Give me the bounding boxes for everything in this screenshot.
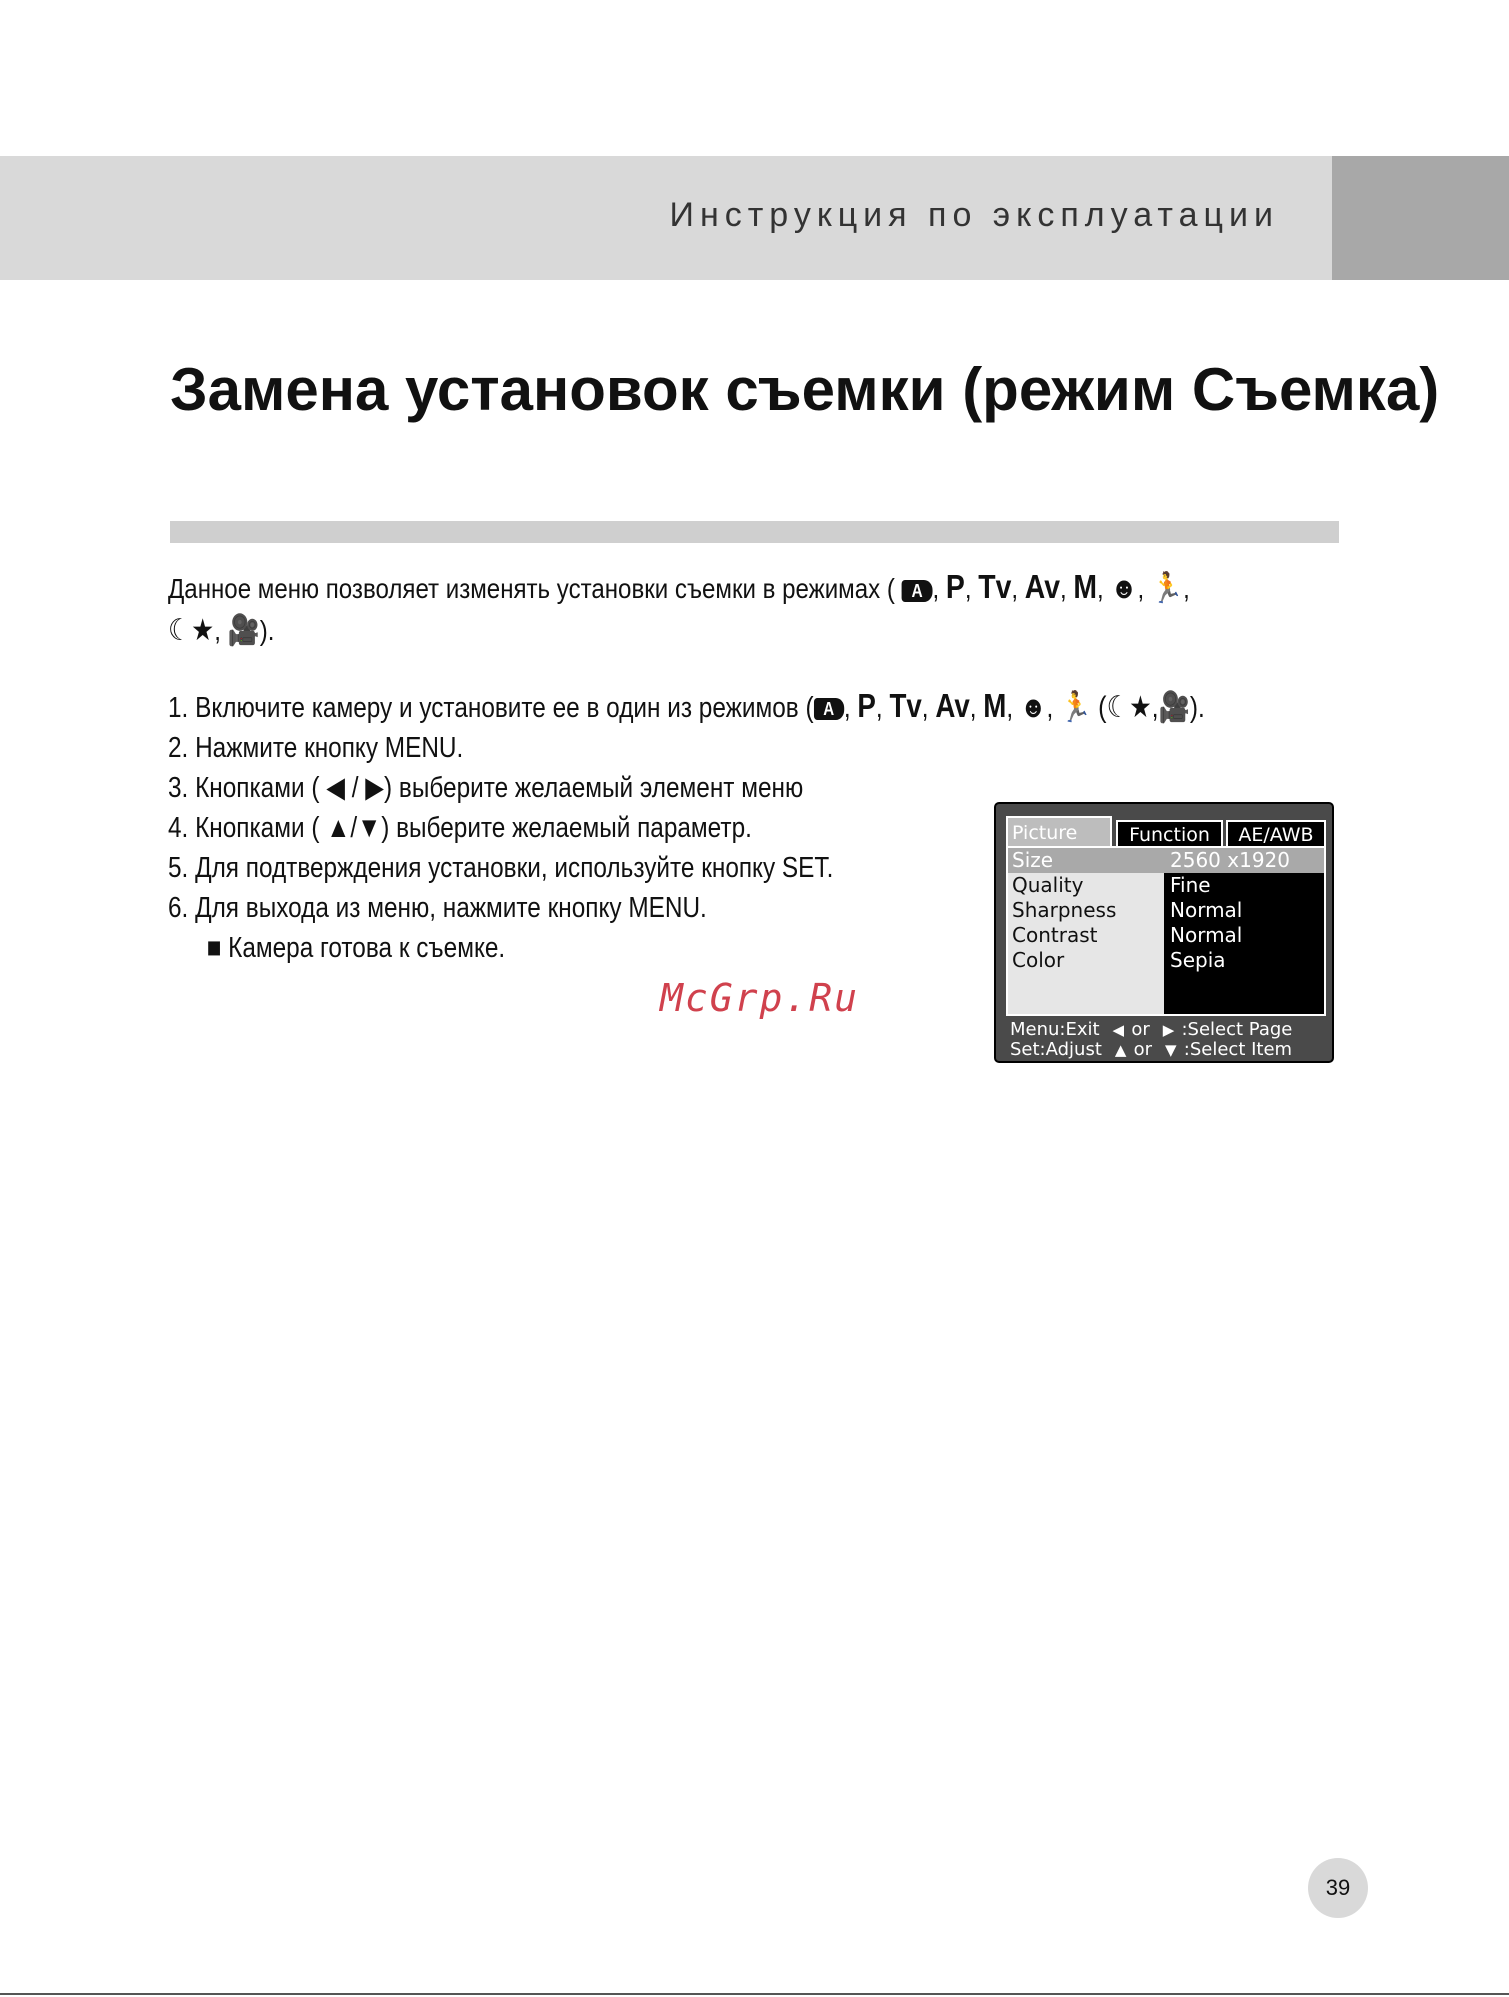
footer-select-item: :Select Item	[1183, 1039, 1293, 1060]
arrow-left-icon: ◀	[1112, 1021, 1125, 1039]
tv-mode-label: Tv	[978, 568, 1012, 605]
tab-picture[interactable]: Picture	[1006, 816, 1112, 846]
bottom-rule	[0, 1993, 1509, 1995]
tab-ae-awb[interactable]: AE/AWB	[1226, 820, 1326, 846]
arrow-up-icon: ▲	[326, 812, 351, 844]
menu-row-sharpness[interactable]	[1008, 898, 1324, 923]
tab-function[interactable]: Function	[1116, 820, 1223, 846]
step-2: 2. Нажмите кнопку MENU.	[168, 732, 464, 764]
menu-row-size[interactable]	[1008, 848, 1324, 873]
step-3: 3. Кнопками ( ◀ / ▶) выберите желаемый элемент меню	[168, 772, 804, 804]
footer-set-adjust: Set:Adjust	[1010, 1039, 1102, 1060]
step-3-text: 3. Кнопками (	[168, 772, 320, 804]
menu-row-value: 2560 x1920	[1170, 848, 1290, 872]
arrow-right-icon: ▶	[1162, 1021, 1175, 1039]
menu-row-contrast[interactable]	[1008, 923, 1324, 948]
sports-mode-icon: 🏃	[1150, 572, 1184, 605]
footer-select-page: :Select Page	[1181, 1019, 1293, 1040]
page-title-text: Замена установок съемки (режим Съемка)	[170, 356, 1440, 423]
menu-row-label: Quality	[1012, 873, 1084, 897]
arrow-up-icon: ▲	[1114, 1041, 1127, 1059]
auto-mode-icon: A	[902, 580, 933, 602]
night-mode-icon: (☾★	[1098, 691, 1152, 724]
menu-row-value: Normal	[1170, 923, 1243, 947]
footer-or: or	[1131, 1019, 1150, 1040]
intro-paragraph: Данное меню позволяет изменять установки съемки в режимах ( A , P, Tv, Av, M, ☻, 🏃, ☾★, 🎥).	[168, 568, 1190, 647]
step-4-text: 4. Кнопками (	[168, 812, 320, 844]
intro-close: ).	[259, 615, 275, 646]
av-mode-label: Av	[1024, 568, 1060, 605]
movie-mode-icon: 🎥	[227, 614, 260, 647]
header-title: Инструкция по эксплуатации	[669, 196, 1279, 234]
tv-mode-label: Tv	[889, 687, 922, 724]
page-number: 39	[1308, 1858, 1368, 1918]
square-bullet-icon: ■	[206, 932, 222, 964]
portrait-mode-icon: ☻	[1110, 572, 1138, 605]
menu-footer-line-2	[1010, 1040, 1292, 1060]
menu-row-value: Sepia	[1170, 948, 1226, 972]
page-title	[170, 348, 1439, 432]
footer-menu-exit: Menu:Exit	[1010, 1019, 1100, 1040]
movie-mode-icon: 🎥	[1158, 691, 1190, 724]
menu-row-label: Size	[1012, 848, 1054, 872]
title-rule	[170, 521, 1339, 543]
ready-note-text: Камера готова к съемке.	[228, 932, 506, 964]
intro-text: Данное меню позволяет изменять установки съемки в режимах (	[168, 573, 895, 604]
p-mode-label: P	[945, 568, 965, 605]
menu-row-quality[interactable]	[1008, 873, 1324, 898]
auto-mode-icon: A	[814, 698, 844, 720]
footer-or: or	[1133, 1039, 1153, 1060]
camera-menu-screen	[994, 802, 1334, 1063]
arrow-right-icon: ▶	[365, 772, 385, 804]
menu-row-value: Normal	[1170, 898, 1243, 922]
arrow-down-icon: ▼	[1165, 1041, 1177, 1059]
menu-row-color[interactable]	[1008, 948, 1324, 973]
step-3-text-end: ) выберите желаемый элемент меню	[384, 772, 804, 804]
step-1: 1. Включите камеру и установите ее в один из режимов ( A , P, Tv, Av, M, ☻, 🏃 (☾★,🎥).	[168, 687, 1205, 724]
p-mode-label: P	[857, 687, 876, 724]
menu-row-label: Contrast	[1012, 923, 1098, 947]
m-mode-label: M	[1073, 568, 1098, 605]
av-mode-label: Av	[935, 687, 970, 724]
menu-panel	[1006, 846, 1326, 1016]
m-mode-label: M	[983, 687, 1007, 724]
step-6: 6. Для выхода из меню, нажмите кнопку MENU.	[168, 892, 707, 924]
step-1-text: 1. Включите камеру и установите ее в один из режимов (	[168, 692, 814, 724]
arrow-down-icon: ▼	[357, 812, 382, 844]
menu-row-value: Fine	[1170, 873, 1211, 897]
watermark: McGrp.Ru	[660, 976, 860, 1020]
portrait-mode-icon: ☻	[1019, 691, 1047, 724]
header-tab-marker	[1332, 156, 1509, 280]
step-4-text-end: ) выберите желаемый параметр.	[381, 812, 752, 844]
night-mode-icon: ☾★	[168, 614, 215, 647]
arrow-left-icon: ◀	[326, 772, 345, 804]
menu-row-label: Sharpness	[1012, 898, 1117, 922]
step-4: 4. Кнопками ( ▲/▼) выберите желаемый параметр.	[168, 812, 752, 844]
sports-mode-icon: 🏃	[1060, 691, 1092, 724]
menu-footer-line-1	[1010, 1020, 1292, 1040]
step-5: 5. Для подтверждения установки, используйте кнопку SET.	[168, 852, 834, 884]
menu-row-label: Color	[1012, 948, 1065, 972]
